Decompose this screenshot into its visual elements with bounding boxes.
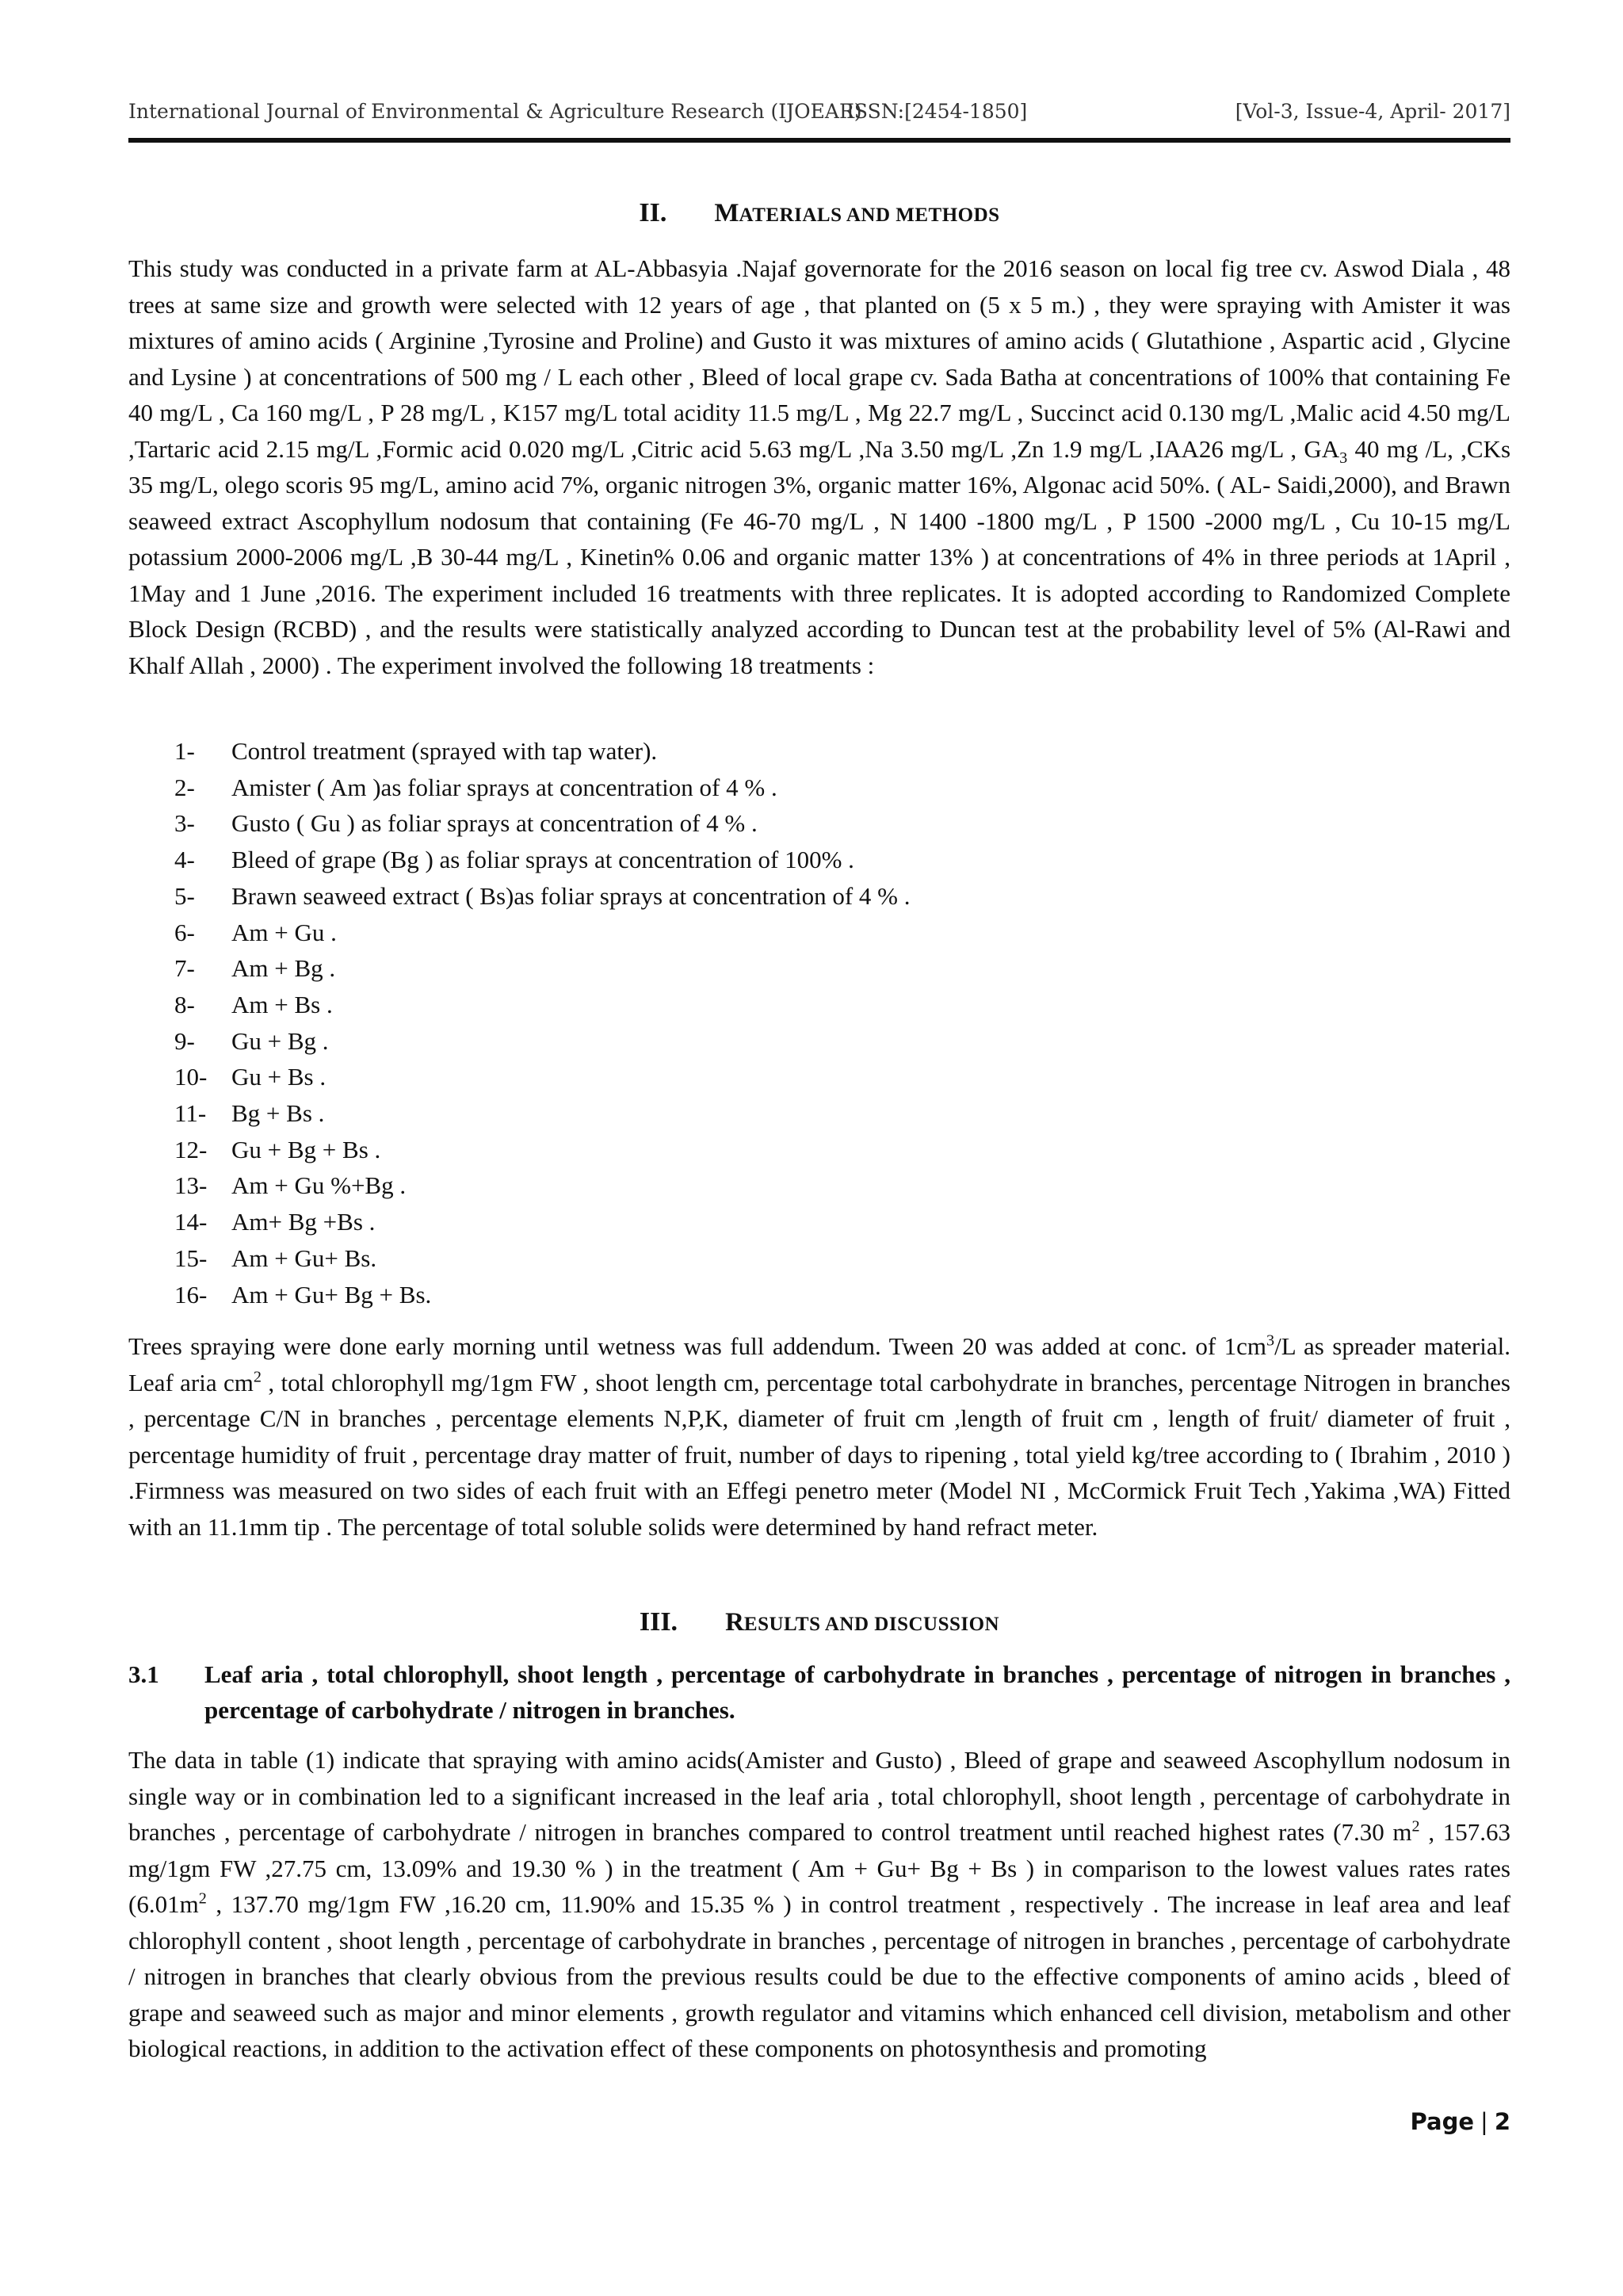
subsection-title: Leaf aria , total chlorophyll, shoot length , percentage of carbohydrate in branches , percentage of nitrogen in branches , percentage of carbohydrate / nitrogen in branches.	[204, 1660, 1510, 1724]
section-heading-materials-methods	[128, 198, 1510, 228]
results-paragraph: The data in table (1) indicate that spraying with amino acids(Amister and Gusto) , Bleed of grape and seaweed Ascophyllum nodosum in single way or in combination led to a significant increased in the leaf aria , total chlorophyll, shoot length , percentage of carbohydrate in branches , percentage of carbohydrate / nitrogen in branches compared to control treatment until reached highest rates (7.30 $m^2$ , 157.63 mg/1gm FW ,27.75 cm, 13.09% and 19.30 % ) in the treatment ( Am + Gu+ Bg + Bs ) in comparison to the lowest values rates rates ($6.01m^2$ , 137.70 mg/1gm FW ,16.20 cm, 11.90% and 15.35 % ) in control treatment , respectively . The increase in leaf area and leaf chlorophyll content , shoot length , percentage of carbohydrate in branches , percentage of nitrogen in branches , percentage of carbohydrate / nitrogen in branches that clearly obvious from the previous results could be due to the effective components of amino acids , bleed of grape and seaweed such as major and minor elements , growth regulator and vitamins which enhanced cell division, metabolism and other biological reactions, in addition to the activation effect of these components on photosynthesis and promoting	[128, 1746, 1511, 2062]
treatment-number: 6-	[174, 918, 195, 946]
treatment-text: Am + Gu+ Bg + Bs.	[231, 1280, 432, 1308]
section-number: II.	[639, 198, 667, 227]
treatment-item	[128, 733, 1510, 770]
section-initial: R	[725, 1608, 744, 1637]
section-initial: M	[714, 199, 739, 227]
treatment-number: 16-	[174, 1280, 208, 1308]
treatment-text: Am + Bs .	[231, 990, 333, 1018]
treatment-number: 11-	[174, 1099, 207, 1128]
treatment-number: 3-	[174, 809, 195, 838]
treatment-number: 2-	[174, 773, 195, 801]
treatment-number: 1-	[174, 737, 195, 765]
running-header	[128, 100, 1510, 132]
treatment-item	[128, 1095, 1510, 1132]
treatment-number: 12-	[174, 1135, 208, 1163]
treatment-text: Control treatment (sprayed with tap water).	[231, 737, 658, 765]
treatment-number: 15-	[174, 1244, 208, 1272]
treatment-item	[128, 805, 1510, 842]
treatment-text: Gu + Bs .	[231, 1063, 327, 1091]
subsection-heading	[128, 1656, 1510, 1728]
treatment-text: Gusto ( Gu ) as foliar sprays at concentration of 4 % .	[231, 809, 758, 838]
treatment-text: Amister ( Am )as foliar sprays at concentration of 4 % .	[231, 773, 777, 801]
treatment-item	[128, 950, 1510, 987]
treatment-number: 13-	[174, 1171, 208, 1200]
treatment-item	[128, 987, 1510, 1023]
treatment-text: Am + Gu %+Bg .	[231, 1171, 407, 1200]
header-rule	[128, 138, 1510, 143]
page-footer	[1411, 2108, 1510, 2135]
journal-name: International Journal of Environmental & Agriculture Research (IJOEAR)	[128, 100, 862, 123]
treatment-number: 4-	[174, 846, 195, 874]
treatment-item	[128, 1059, 1510, 1095]
treatment-text: Bleed of grape (Bg ) as foliar sprays at concentration of 100% .	[231, 846, 854, 874]
treatment-item	[128, 915, 1510, 951]
treatment-number: 14-	[174, 1208, 208, 1236]
page-label: Page	[1410, 2108, 1475, 2135]
spraying-paragraph: Trees spraying were done early morning until wetness was full addendum. Tween 20 was added at conc. of $1cm^3/L$ as spreader material. Leaf aria $cm^2$ , total chlorophyll mg/1gm FW , shoot length cm, percentage total carbohydrate in branches, percentage Nitrogen in branches , percentage C/N in branches , percentage elements N,P,K, diameter of fruit cm ,length of fruit cm , length of fruit/ diameter of fruit , percentage humidity of fruit , percentage dray matter of fruit, number of days to ripening , total yield kg/tree according to ( Ibrahim , 2010 ) .Firmness was measured on two sides of each fruit with an Effegi penetro meter (Model NI , McCormick Fruit Tech ,Yakima ,WA) Fitted with an 11.1mm tip . The percentage of total soluble solids were determined by hand refract meter.	[128, 1331, 1511, 1541]
methods-paragraph: This study was conducted in a private farm at AL-Abbasyia .Najaf governorate for the 2016 season on local fig tree cv. Aswod Diala , 48 trees at same size and growth were selected with 12 years of age , that planted on (5 x 5 m.) , they were spraying with Amister it was mixtures of amino acids ( Arginine ,Tyrosine and Proline) and Gusto it was mixtures of amino acids ( Glutathione , Aspartic acid , Glycine and Lysine ) at concentrations of 500 mg / L each other , Bleed of local grape cv. Sada Batha at concentrations of 100% that containing Fe 40 mg/L , Ca 160 mg/L , P 28 mg/L , K157 mg/L total acidity 11.5 mg/L , Mg 22.7 mg/L , Succinct acid 0.130 mg/L ,Malic acid 4.50 mg/L ,Tartaric acid 2.15 mg/L ,Formic acid 0.020 mg/L ,Citric acid 5.63 mg/L ,Na 3.50 mg/L ,Zn 1.9 mg/L ,IAA26 mg/L , $GA_3$ 40 mg /L, ,CKs 35 mg/L, olego scoris 95 mg/L, amino acid 7%, organic nitrogen 3%, organic matter 16%, Algonac acid 50%. ( AL- Saidi,2000), and Brawn seaweed extract Ascophyllum nodosum that containing (Fe 46-70 mg/L , N 1400 -1800 mg/L , P 1500 -2000 mg/L , Cu 10-15 mg/L potassium 2000-2006 mg/L ,B 30-44 mg/L , Kinetin% 0.06 and organic matter 13% ) at concentrations of 4% in three periods at 1April , 1May and 1 June ,2016. The experiment included 16 treatments with three replicates. It is adopted according to Randomized Complete Block Design (RCBD) , and the results were statistically analyzed according to Duncan test at the probability level of 5% (Al-Rawi and Khalf Allah , 2000) . The experiment involved the following 18 treatments :	[128, 254, 1511, 679]
issn: ISSN:[2454-1850]	[846, 100, 1028, 123]
treatment-item	[128, 1277, 1510, 1313]
treatment-item	[128, 770, 1510, 806]
treatment-list	[128, 733, 1510, 1312]
section-number: III.	[639, 1607, 678, 1637]
treatment-item	[128, 1204, 1510, 1240]
treatment-item	[128, 1240, 1510, 1277]
treatment-item	[128, 842, 1510, 878]
treatment-text: Am+ Bg +Bs .	[231, 1208, 376, 1236]
treatment-item	[128, 1023, 1510, 1060]
treatment-item	[128, 1167, 1510, 1204]
treatment-number: 10-	[174, 1063, 208, 1091]
section-title: ATERIALS AND METHODS	[739, 204, 1000, 226]
treatment-text: Brawn seaweed extract ( Bs)as foliar sprays at concentration of 4 % .	[231, 881, 911, 910]
treatment-item	[128, 1132, 1510, 1168]
treatment-number: 5-	[174, 881, 195, 910]
section-title: ESULTS AND DISCUSSION	[743, 1614, 1000, 1635]
treatment-text: Am + Bg .	[231, 954, 336, 983]
treatment-text: Bg + Bs .	[231, 1099, 325, 1128]
volume-issue: [Vol-3, Issue-4, April- 2017]	[1235, 100, 1510, 123]
treatment-text: Am + Gu+ Bs.	[231, 1244, 377, 1272]
treatment-number: 7-	[174, 954, 195, 983]
treatment-text: Gu + Bg .	[231, 1026, 329, 1055]
page-number: 2	[1494, 2108, 1510, 2135]
treatment-text: Am + Gu .	[231, 918, 337, 946]
treatment-item	[128, 878, 1510, 915]
subsection-number: 3.1	[128, 1660, 159, 1688]
treatment-text: Gu + Bg + Bs .	[231, 1135, 381, 1163]
treatment-number: 8-	[174, 990, 195, 1018]
section-heading-results-discussion	[128, 1607, 1510, 1637]
treatment-number: 9-	[174, 1026, 195, 1055]
footer-divider: |	[1480, 2108, 1488, 2135]
